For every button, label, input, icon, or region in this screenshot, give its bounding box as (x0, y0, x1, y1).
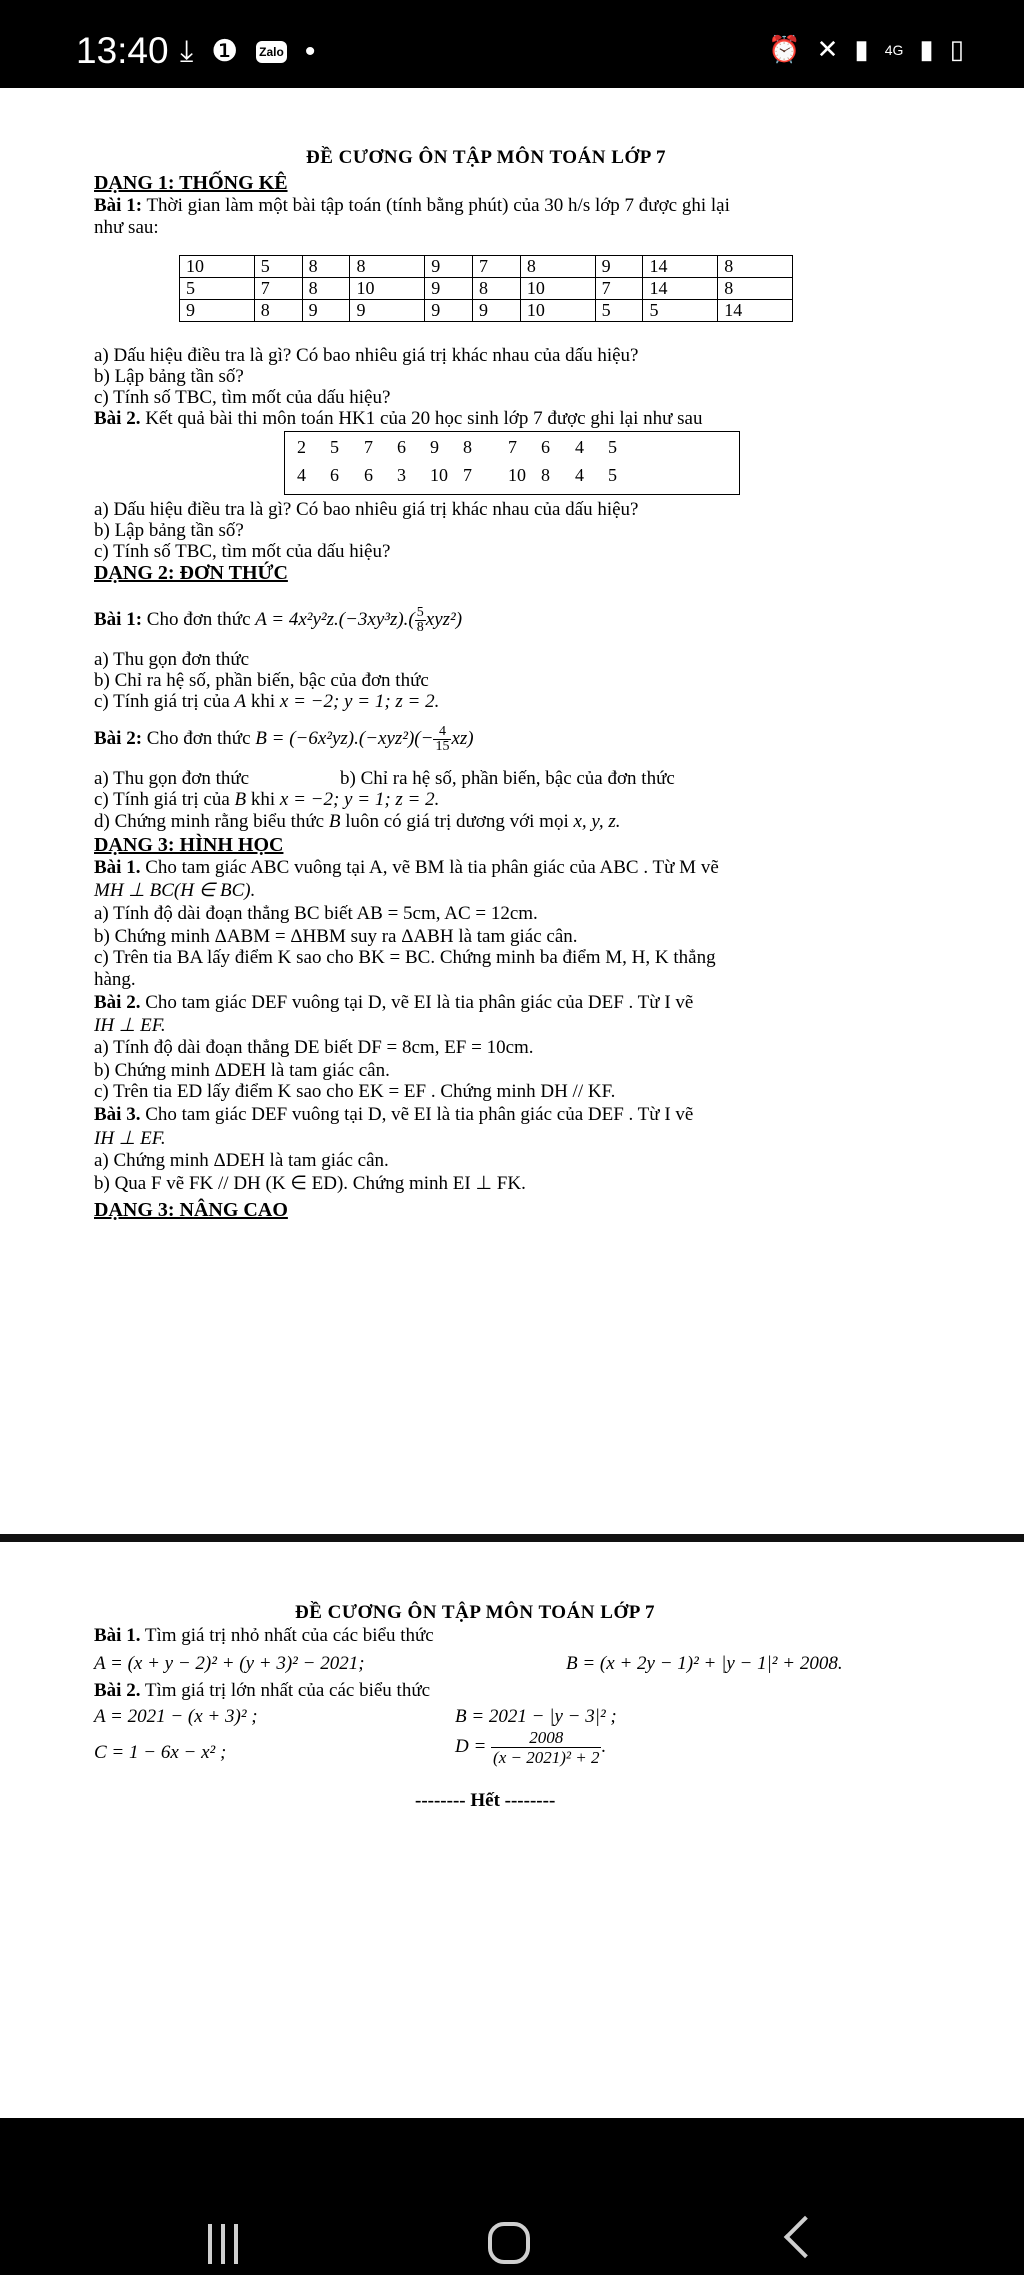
table-cell: 9 (473, 300, 521, 322)
data-table-1 (179, 255, 793, 322)
table-cell: 7 (473, 256, 521, 278)
page-title-2: ĐỀ CƯƠNG ÔN TẬP MÔN TOÁN LỚP 7 (295, 1602, 656, 1623)
exercise-nc-bai1 (94, 1625, 434, 1647)
question-d3-bai2-b: b) Chứng minh ΔDEH là tam giác cân. (94, 1060, 390, 1081)
table-row (180, 300, 793, 322)
table-cell: 8 (463, 437, 472, 457)
table-cell: 10 (350, 278, 425, 300)
table-cell: 4 (297, 465, 306, 485)
fraction-denominator: 8 (416, 620, 424, 635)
alert-icon: ❶ (211, 35, 239, 68)
table-cell: 7 (254, 278, 302, 300)
table-cell: 3 (397, 465, 406, 485)
question-d1-bai2-a: a) Dấu hiệu điều tra là gì? Có bao nhiêu giá trị khác nhau của dấu hiệu? (94, 499, 639, 520)
table-cell: 10 (430, 465, 448, 485)
data-table-2 (284, 431, 740, 495)
table-row (180, 256, 793, 278)
exercise-text: Cho tam giác DEF vuông tại D, vẽ EI là tia phân giác của DEF . Từ I vẽ (140, 992, 694, 1013)
table-cell: 7 (463, 465, 472, 485)
status-left-icons (180, 34, 315, 69)
table-cell: 8 (718, 278, 793, 300)
fraction-numerator: 2008 (491, 1728, 601, 1748)
table-cell: 9 (180, 300, 255, 322)
section-heading-dang3: DẠNG 3: HÌNH HỌC (94, 834, 284, 856)
math-var: B (328, 811, 341, 832)
question-d3-bai1-a: a) Tính độ dài đoạn thẳng BC biết AB = 5cm, AC = 12cm. (94, 903, 538, 924)
exercise-text: Tìm giá trị lớn nhất của các biểu thức (140, 1680, 431, 1701)
download-done-icon: ⤓ (180, 34, 194, 68)
signal-icon: ▮ (854, 34, 869, 64)
table-cell: 9 (425, 256, 473, 278)
question-text: khi (246, 691, 280, 712)
exercise-d3-bai3 (94, 1104, 693, 1126)
expression-nc-bai1-b: B = (x + 2y − 1)² + |y − 1|² + 2008. (566, 1653, 843, 1674)
question-d2-bai2-b: b) Chỉ ra hệ số, phần biến, bậc của đơn thức (340, 768, 675, 789)
table-cell: 5 (180, 278, 255, 300)
fraction-numerator: 4 (433, 725, 451, 740)
signal-icon-2: ▮ (919, 34, 934, 64)
exercise-text: Kết quả bài thi môn toán HK1 của 20 học sinh lớp 7 được ghi lại như sau (140, 408, 703, 429)
table-cell: 8 (520, 256, 595, 278)
fraction (433, 725, 451, 754)
exercise-label: Bài 1. (94, 1625, 141, 1646)
exercise-text: Cho đơn thức (142, 727, 256, 749)
expression-lhs: D = (455, 1735, 487, 1757)
table-cell: 8 (302, 278, 350, 300)
expression-nc-bai2-b: B = 2021 − |y − 3|² ; (455, 1706, 617, 1727)
math-values: x = −2; y = 1; z = 2. (279, 789, 440, 810)
table-cell: 9 (595, 256, 643, 278)
table-cell: 7 (508, 437, 517, 457)
battery-icon: ▯ (949, 34, 964, 64)
table-cell: 10 (520, 300, 595, 322)
formula-b: B = (−6x²yz).(−xyz²)(− (255, 727, 434, 749)
table-cell: 5 (608, 465, 617, 485)
question-text: c) Tính giá trị của (94, 691, 235, 712)
question-d3-bai1-c: c) Trên tia BA lấy điểm K sao cho BK = BC. Chứng minh ba điểm M, H, K thẳng (94, 947, 716, 968)
exercise-label: Bài 2. (94, 408, 141, 429)
table-cell: 5 (595, 300, 643, 322)
table-cell: 5 (254, 256, 302, 278)
exercise-label: Bài 3. (94, 1104, 141, 1125)
question-d2-bai1-c (94, 691, 439, 713)
table-cell: 10 (520, 278, 595, 300)
table-cell: 14 (643, 256, 718, 278)
table-row (180, 278, 793, 300)
home-icon[interactable] (488, 2222, 530, 2264)
question-text: d) Chứng minh rằng biểu thức (94, 811, 329, 832)
exercise-d3-bai1-cont: MH ⊥ BC(H ∈ BC). (94, 880, 256, 901)
exercise-d3-bai2 (94, 992, 693, 1014)
table-cell: 2 (297, 437, 306, 457)
document-page-2 (0, 1542, 1024, 2118)
exercise-label: Bài 2. (94, 992, 141, 1013)
question-text: luôn có giá trị dương với mọi (340, 811, 574, 832)
exercise-label: Bài 1. (94, 857, 141, 878)
formula-b-end: xz) (451, 727, 474, 749)
table-cell: 8 (350, 256, 425, 278)
table-cell: 9 (302, 300, 350, 322)
question-d3-bai3-b: b) Qua F vẽ FK // DH (K ∈ ED). Chứng minh EI ⊥ FK. (94, 1173, 526, 1194)
table-cell: 9 (430, 437, 439, 457)
status-right-icons (768, 34, 964, 65)
question-d1-bai1-a: a) Dấu hiệu điều tra là gì? Có bao nhiêu giá trị khác nhau của dấu hiệu? (94, 345, 639, 366)
exercise-d1-bai2 (94, 408, 703, 430)
table-cell: 14 (718, 300, 793, 322)
table-cell: 5 (330, 437, 339, 457)
table-cell: 8 (473, 278, 521, 300)
question-text: khi (246, 789, 280, 810)
fraction-numerator: 5 (416, 605, 424, 620)
question-d3-bai3-a: a) Chứng minh ΔDEH là tam giác cân. (94, 1150, 389, 1171)
table-cell: 6 (541, 437, 550, 457)
mute-icon: ✕ (816, 34, 839, 64)
expression-end: . (601, 1735, 607, 1757)
table-cell: 7 (364, 437, 373, 457)
exercise-text: Tìm giá trị nhỏ nhất của các biểu thức (140, 1625, 434, 1646)
formula-a: A = 4x²y²z.(−3xy³z).( (255, 608, 415, 630)
end-marker: -------- Hết -------- (415, 1790, 556, 1811)
table-cell: 10 (180, 256, 255, 278)
exercise-nc-bai2 (94, 1680, 430, 1702)
section-heading-dang2: DẠNG 2: ĐƠN THỨC (94, 562, 288, 584)
page-separator (0, 1534, 1024, 1542)
exercise-text: Cho đơn thức (142, 608, 256, 630)
exercise-d3-bai2-cont: IH ⊥ EF. (94, 1015, 166, 1036)
table-cell: 7 (595, 278, 643, 300)
expression-nc-bai2-d (455, 1728, 606, 1767)
question-d2-bai2-c (94, 789, 439, 811)
table-cell: 8 (254, 300, 302, 322)
table-cell: 5 (643, 300, 718, 322)
table-cell: 14 (643, 278, 718, 300)
fraction-denominator: 15 (435, 739, 450, 754)
question-d3-bai2-c: c) Trên tia ED lấy điểm K sao cho EK = EF . Chứng minh DH // KF. (94, 1081, 616, 1102)
exercise-d3-bai1 (94, 857, 719, 879)
status-time: 13:40 (76, 30, 169, 71)
question-d1-bai2-b: b) Lập bảng tần số? (94, 520, 244, 541)
exercise-d1-bai1-cont: như sau: (94, 217, 159, 238)
exercise-label: Bài 2. (94, 1680, 141, 1701)
fraction (415, 606, 426, 635)
table-cell: 9 (425, 278, 473, 300)
table-cell: 6 (330, 465, 339, 485)
question-d1-bai2-c: c) Tính số TBC, tìm mốt của dấu hiệu? (94, 541, 391, 562)
section-heading-dang-nang-cao: DẠNG 3: NÂNG CAO (94, 1199, 288, 1221)
question-d2-bai2-a: a) Thu gọn đơn thức (94, 768, 250, 789)
section-heading-dang1: DẠNG 1: THỐNG KÊ (94, 172, 288, 194)
exercise-label: Bài 2: (94, 727, 143, 749)
exercise-d1-bai1 (94, 195, 730, 217)
table-cell: 4 (575, 465, 584, 485)
table-cell: 8 (302, 256, 350, 278)
exercise-d2-bai2 (94, 725, 474, 754)
question-d2-bai2-d (94, 811, 620, 833)
table-cell: 8 (541, 465, 550, 485)
page-title: ĐỀ CƯƠNG ÔN TẬP MÔN TOÁN LỚP 7 (306, 147, 667, 168)
exercise-label: Bài 1: (94, 195, 143, 216)
exercise-label: Bài 1: (94, 608, 143, 630)
document-page-1 (0, 88, 1024, 1534)
table-cell: 10 (508, 465, 526, 485)
zalo-icon: Zalo (256, 41, 287, 63)
math-values: x, y, z. (573, 811, 621, 832)
recent-apps-icon[interactable] (208, 2224, 244, 2264)
math-var: B (234, 789, 247, 810)
question-d3-bai1-b: b) Chứng minh ΔABM = ΔHBM suy ra ΔABH là tam giác cân. (94, 926, 578, 947)
dot-icon: • (304, 34, 316, 68)
question-d3-bai1-c-cont: hàng. (94, 969, 136, 990)
exercise-d2-bai1 (94, 606, 462, 635)
question-text: c) Tính giá trị của (94, 789, 235, 810)
table-cell: 9 (425, 300, 473, 322)
fraction (491, 1728, 601, 1767)
table-cell: 8 (718, 256, 793, 278)
status-bar (0, 0, 1024, 88)
table-cell: 9 (350, 300, 425, 322)
formula-a-end: xyz²) (425, 608, 463, 630)
exercise-text: Cho tam giác DEF vuông tại D, vẽ EI là tia phân giác của DEF . Từ I vẽ (140, 1104, 694, 1125)
expression-nc-bai2-c: C = 1 − 6x − x² ; (94, 1742, 227, 1763)
math-values: x = −2; y = 1; z = 2. (279, 691, 440, 712)
question-d2-bai1-a: a) Thu gọn đơn thức (94, 649, 250, 670)
network-type-icon: 4G (884, 41, 904, 58)
math-var: A (234, 691, 247, 712)
expression-nc-bai2-a: A = 2021 − (x + 3)² ; (94, 1706, 258, 1727)
exercise-d3-bai3-cont: IH ⊥ EF. (94, 1128, 166, 1149)
table-cell: 6 (397, 437, 406, 457)
table-cell: 5 (608, 437, 617, 457)
table-cell: 6 (364, 465, 373, 485)
table-cell: 4 (575, 437, 584, 457)
exercise-text: Cho tam giác ABC vuông tại A, vẽ BM là tia phân giác của ABC . Từ M vẽ (140, 857, 719, 878)
fraction-denominator: (x − 2021)² + 2 (493, 1748, 600, 1767)
question-d1-bai1-c: c) Tính số TBC, tìm mốt của dấu hiệu? (94, 387, 391, 408)
exercise-text: Thời gian làm một bài tập toán (tính bằng phút) của 30 h/s lớp 7 được ghi lại (142, 195, 730, 216)
question-d3-bai2-a: a) Tính độ dài đoạn thẳng DE biết DF = 8cm, EF = 10cm. (94, 1037, 534, 1058)
question-d1-bai1-b: b) Lập bảng tần số? (94, 366, 244, 387)
expression-nc-bai1-a: A = (x + y − 2)² + (y + 3)² − 2021; (94, 1653, 365, 1674)
alarm-icon: ⏰ (768, 34, 801, 64)
question-d2-bai1-b: b) Chỉ ra hệ số, phần biến, bậc của đơn thức (94, 670, 429, 691)
